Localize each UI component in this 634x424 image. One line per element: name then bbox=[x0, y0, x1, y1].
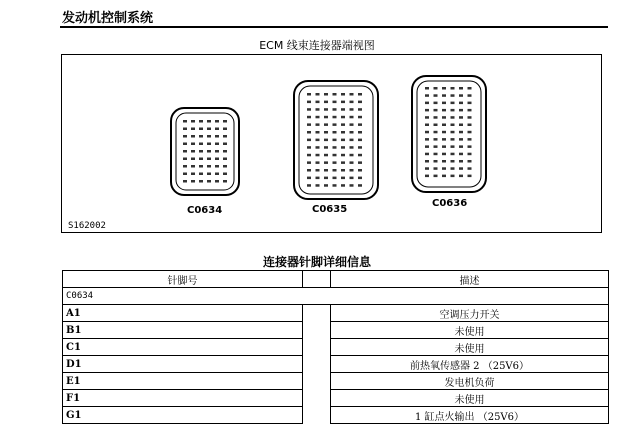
pin-cavity bbox=[324, 108, 328, 111]
pin-cavity bbox=[358, 169, 362, 172]
pin-cavity bbox=[434, 145, 438, 148]
pin-cavity bbox=[425, 153, 429, 156]
pin-cavity bbox=[451, 109, 455, 112]
pin-cavity bbox=[468, 102, 472, 105]
pin-cavity bbox=[425, 102, 429, 105]
pin-cavity bbox=[434, 160, 438, 163]
pin-cell: G1 bbox=[63, 407, 303, 424]
pin-cavity bbox=[316, 139, 320, 142]
pin-cavity bbox=[223, 150, 227, 153]
col-header-desc: 描述 bbox=[331, 271, 609, 288]
table-header-row bbox=[63, 271, 609, 288]
pin-cavity bbox=[183, 173, 187, 176]
pin-cavity bbox=[199, 143, 203, 146]
pin-cavity bbox=[350, 93, 354, 96]
table-row bbox=[63, 390, 609, 407]
pin-cell: A1 bbox=[63, 305, 303, 322]
pin-cavity bbox=[434, 109, 438, 112]
pin-cavity bbox=[324, 169, 328, 172]
pin-cavity bbox=[341, 93, 345, 96]
pin-cavity bbox=[468, 87, 472, 90]
desc-cell: 发电机负荷 bbox=[331, 373, 609, 390]
pin-cavity bbox=[451, 94, 455, 97]
pin-cavity bbox=[183, 128, 187, 131]
pin-cavity bbox=[442, 87, 446, 90]
pin-cavity bbox=[223, 135, 227, 138]
pin-cavity bbox=[425, 131, 429, 134]
pin-cavity bbox=[223, 165, 227, 168]
pin-cavity bbox=[324, 177, 328, 180]
pin-cavity bbox=[223, 158, 227, 161]
connector-c0636-shape bbox=[412, 76, 486, 192]
pin-cavity bbox=[358, 131, 362, 134]
pin-cavity bbox=[191, 143, 195, 146]
pin-cavity bbox=[459, 131, 463, 134]
connector-label-c0634: C0634 bbox=[187, 205, 223, 216]
pin-cavity bbox=[350, 108, 354, 111]
pin-cavity bbox=[442, 116, 446, 119]
pin-cavity bbox=[451, 153, 455, 156]
pin-cavity bbox=[316, 101, 320, 104]
gap-cell bbox=[303, 322, 331, 339]
pin-cavity bbox=[468, 124, 472, 127]
pin-cavity bbox=[358, 123, 362, 126]
col-header-pin: 针脚号 bbox=[63, 271, 303, 288]
pin-cavity bbox=[183, 158, 187, 161]
pin-cavity bbox=[316, 154, 320, 157]
pin-cavity bbox=[425, 94, 429, 97]
pin-cavity bbox=[434, 167, 438, 170]
pin-cavity bbox=[468, 167, 472, 170]
pin-cavity bbox=[459, 167, 463, 170]
table-title: 连接器针脚详细信息 bbox=[262, 255, 371, 269]
pin-cavity bbox=[451, 145, 455, 148]
pin-cavity bbox=[434, 87, 438, 90]
pin-cavity bbox=[191, 150, 195, 153]
gap-cell bbox=[303, 339, 331, 356]
pin-cavity bbox=[350, 154, 354, 157]
pin-cavity bbox=[316, 169, 320, 172]
pin-cavity bbox=[316, 146, 320, 149]
pin-cell: D1 bbox=[63, 356, 303, 373]
pin-cavity bbox=[451, 138, 455, 141]
pin-cavity bbox=[307, 131, 311, 134]
pin-cavity bbox=[459, 138, 463, 141]
pin-cavity bbox=[451, 116, 455, 119]
pin-cavity bbox=[307, 108, 311, 111]
pin-cavity bbox=[451, 167, 455, 170]
pin-cavity bbox=[333, 123, 337, 126]
pin-cavity bbox=[341, 101, 345, 104]
pin-cavity bbox=[199, 180, 203, 183]
pin-cavity bbox=[191, 165, 195, 168]
pin-cavity bbox=[341, 154, 345, 157]
pin-cavity bbox=[434, 153, 438, 156]
pin-cavity bbox=[459, 102, 463, 105]
pin-cavity bbox=[425, 116, 429, 119]
pin-cavity bbox=[307, 123, 311, 126]
pin-cavity bbox=[324, 123, 328, 126]
pin-cavity bbox=[434, 175, 438, 178]
pin-cavity bbox=[434, 94, 438, 97]
pin-cavity bbox=[207, 128, 211, 131]
figure-caption: ECM 线束连接器端视图 bbox=[259, 39, 375, 52]
desc-cell: 1 缸点火输出 （25V6） bbox=[331, 407, 609, 424]
pin-cavity bbox=[333, 93, 337, 96]
desc-cell: 空调压力开关 bbox=[331, 305, 609, 322]
desc-cell: 未使用 bbox=[331, 390, 609, 407]
pin-cavity bbox=[199, 158, 203, 161]
pin-cavity bbox=[324, 139, 328, 142]
pin-cavity bbox=[324, 161, 328, 164]
table-group-row bbox=[63, 288, 609, 305]
pin-cavity bbox=[223, 128, 227, 131]
pin-cavity bbox=[307, 146, 311, 149]
pin-cavity bbox=[316, 108, 320, 111]
pin-cavity bbox=[434, 124, 438, 127]
pin-cavity bbox=[307, 169, 311, 172]
pin-cavity bbox=[183, 135, 187, 138]
pin-cavity bbox=[207, 143, 211, 146]
pin-cavity bbox=[191, 128, 195, 131]
pin-cavity bbox=[350, 101, 354, 104]
pin-cavity bbox=[307, 139, 311, 142]
pin-cavity bbox=[341, 161, 345, 164]
pin-cavity bbox=[324, 184, 328, 187]
pin-cavity bbox=[451, 131, 455, 134]
table-row bbox=[63, 373, 609, 390]
pin-cavity bbox=[307, 154, 311, 157]
pin-cavity bbox=[207, 165, 211, 168]
pin-cavity bbox=[425, 175, 429, 178]
pin-cavity bbox=[451, 124, 455, 127]
gap-cell bbox=[303, 373, 331, 390]
pin-cavity bbox=[358, 108, 362, 111]
pin-cavity bbox=[333, 154, 337, 157]
table-row bbox=[63, 305, 609, 322]
gap-cell bbox=[303, 305, 331, 322]
pin-cavity bbox=[459, 116, 463, 119]
pin-cavity bbox=[434, 116, 438, 119]
pin-cavity bbox=[442, 153, 446, 156]
pin-cavity bbox=[341, 169, 345, 172]
pin-cavity bbox=[207, 173, 211, 176]
pin-cavity bbox=[207, 135, 211, 138]
pin-cavity bbox=[358, 116, 362, 119]
pin-cavity bbox=[350, 146, 354, 149]
pin-cavity bbox=[451, 102, 455, 105]
pin-cavity bbox=[183, 143, 187, 146]
pin-cavity bbox=[223, 120, 227, 123]
pin-cavity bbox=[434, 131, 438, 134]
pin-cavity bbox=[459, 160, 463, 163]
table-row bbox=[63, 339, 609, 356]
pin-cavity bbox=[459, 145, 463, 148]
pin-cavity bbox=[215, 165, 219, 168]
pin-cavity bbox=[316, 93, 320, 96]
pin-cavity bbox=[333, 146, 337, 149]
pin-cavity bbox=[442, 138, 446, 141]
pin-cavity bbox=[459, 94, 463, 97]
table-row bbox=[63, 407, 609, 424]
pin-cavity bbox=[324, 131, 328, 134]
section-rule bbox=[60, 26, 608, 28]
connector-figure bbox=[61, 54, 602, 233]
pin-cavity bbox=[442, 131, 446, 134]
pin-cavity bbox=[316, 184, 320, 187]
connector-c0634-shape bbox=[171, 108, 239, 195]
pin-cavity bbox=[183, 180, 187, 183]
pin-cavity bbox=[183, 150, 187, 153]
pin-cavity bbox=[207, 180, 211, 183]
pin-cavity bbox=[215, 143, 219, 146]
pin-cavity bbox=[191, 135, 195, 138]
pin-cavity bbox=[468, 138, 472, 141]
pin-cavity bbox=[350, 177, 354, 180]
pin-cavity bbox=[358, 184, 362, 187]
pin-cavity bbox=[358, 161, 362, 164]
pin-cavity bbox=[468, 131, 472, 134]
desc-cell: 未使用 bbox=[331, 322, 609, 339]
pin-cavity bbox=[183, 165, 187, 168]
pin-cavity bbox=[316, 131, 320, 134]
pin-cavity bbox=[358, 93, 362, 96]
pin-cavity bbox=[442, 160, 446, 163]
pin-cavity bbox=[358, 139, 362, 142]
pin-cavity bbox=[199, 120, 203, 123]
pin-cavity bbox=[468, 109, 472, 112]
figure-id: S162002 bbox=[68, 221, 106, 231]
pin-cavity bbox=[425, 145, 429, 148]
pin-cavity bbox=[459, 87, 463, 90]
pin-cavity bbox=[468, 116, 472, 119]
pin-table bbox=[62, 270, 609, 424]
pin-cavity bbox=[434, 138, 438, 141]
gap-cell bbox=[303, 407, 331, 424]
pin-cavity bbox=[358, 177, 362, 180]
pin-cavity bbox=[333, 177, 337, 180]
pin-cavity bbox=[341, 123, 345, 126]
pin-cavity bbox=[333, 101, 337, 104]
pin-cavity bbox=[316, 116, 320, 119]
pin-cavity bbox=[350, 116, 354, 119]
pin-cavity bbox=[199, 173, 203, 176]
pin-cavity bbox=[451, 87, 455, 90]
pin-cavity bbox=[442, 102, 446, 105]
pin-cavity bbox=[333, 139, 337, 142]
pin-cavity bbox=[215, 150, 219, 153]
pin-cavity bbox=[442, 124, 446, 127]
pin-cavity bbox=[333, 108, 337, 111]
pin-cavity bbox=[425, 87, 429, 90]
pin-cavity bbox=[442, 145, 446, 148]
desc-cell: 前热氧传感器 2 （25V6） bbox=[331, 356, 609, 373]
pin-cavity bbox=[307, 116, 311, 119]
col-gap bbox=[303, 271, 331, 288]
pin-cavity bbox=[316, 123, 320, 126]
pin-cavity bbox=[434, 102, 438, 105]
pin-cavity bbox=[459, 175, 463, 178]
pin-cavity bbox=[191, 120, 195, 123]
pin-cavity bbox=[350, 161, 354, 164]
pin-cavity bbox=[442, 109, 446, 112]
pin-cavity bbox=[324, 93, 328, 96]
pin-cavity bbox=[215, 173, 219, 176]
pin-cavity bbox=[459, 153, 463, 156]
pin-cavity bbox=[425, 167, 429, 170]
pin-cavity bbox=[215, 128, 219, 131]
pin-cavity bbox=[459, 124, 463, 127]
desc-cell: 未使用 bbox=[331, 339, 609, 356]
pin-cavity bbox=[191, 158, 195, 161]
pin-cavity bbox=[468, 153, 472, 156]
pin-cavity bbox=[324, 116, 328, 119]
pin-cavity bbox=[468, 175, 472, 178]
pin-cavity bbox=[341, 146, 345, 149]
pin-cavity bbox=[341, 177, 345, 180]
pin-cavity bbox=[183, 120, 187, 123]
pin-cavity bbox=[199, 135, 203, 138]
pin-cavity bbox=[333, 161, 337, 164]
pin-cavity bbox=[207, 150, 211, 153]
pin-cavity bbox=[223, 180, 227, 183]
pin-cavity bbox=[350, 123, 354, 126]
pin-cavity bbox=[442, 94, 446, 97]
pin-cavity bbox=[333, 184, 337, 187]
pin-cavity bbox=[215, 120, 219, 123]
pin-cavity bbox=[350, 131, 354, 134]
pin-cavity bbox=[341, 139, 345, 142]
pin-cavity bbox=[468, 145, 472, 148]
pin-cell: C1 bbox=[63, 339, 303, 356]
pin-cavity bbox=[207, 158, 211, 161]
pin-cavity bbox=[199, 165, 203, 168]
pin-cavity bbox=[425, 160, 429, 163]
pin-cavity bbox=[350, 169, 354, 172]
pin-cavity bbox=[350, 139, 354, 142]
pin-cavity bbox=[358, 101, 362, 104]
pin-cavity bbox=[468, 94, 472, 97]
pin-cavity bbox=[215, 135, 219, 138]
pin-cell: B1 bbox=[63, 322, 303, 339]
pin-cavity bbox=[442, 167, 446, 170]
group-label: C0634 bbox=[63, 288, 609, 305]
pin-cavity bbox=[199, 128, 203, 131]
pin-cavity bbox=[425, 109, 429, 112]
pin-cavity bbox=[324, 154, 328, 157]
pin-cavity bbox=[468, 160, 472, 163]
pin-cavity bbox=[316, 177, 320, 180]
table-row bbox=[63, 356, 609, 373]
pin-cavity bbox=[307, 101, 311, 104]
pin-cavity bbox=[215, 158, 219, 161]
pin-cavity bbox=[442, 175, 446, 178]
pin-cell: E1 bbox=[63, 373, 303, 390]
pin-cavity bbox=[451, 160, 455, 163]
pin-cavity bbox=[451, 175, 455, 178]
pin-cavity bbox=[350, 184, 354, 187]
pin-cavity bbox=[333, 116, 337, 119]
pin-cavity bbox=[341, 131, 345, 134]
pin-cavity bbox=[358, 154, 362, 157]
section-title: 发动机控制系统 bbox=[62, 11, 154, 26]
pin-cavity bbox=[191, 180, 195, 183]
pin-cavity bbox=[459, 109, 463, 112]
pin-cavity bbox=[223, 173, 227, 176]
pin-cavity bbox=[341, 116, 345, 119]
connector-c0635-shape bbox=[294, 81, 378, 199]
pin-cavity bbox=[316, 161, 320, 164]
pin-cavity bbox=[307, 93, 311, 96]
pin-cavity bbox=[324, 101, 328, 104]
gap-cell bbox=[303, 356, 331, 373]
pin-cavity bbox=[425, 124, 429, 127]
pin-cavity bbox=[358, 146, 362, 149]
pin-cavity bbox=[199, 150, 203, 153]
gap-cell bbox=[303, 390, 331, 407]
pin-cavity bbox=[307, 184, 311, 187]
table-row bbox=[63, 322, 609, 339]
pin-cavity bbox=[215, 180, 219, 183]
pin-cavity bbox=[425, 138, 429, 141]
pin-cavity bbox=[324, 146, 328, 149]
connector-label-c0636: C0636 bbox=[432, 198, 468, 209]
pin-cavity bbox=[307, 177, 311, 180]
pin-cavity bbox=[341, 108, 345, 111]
pin-cavity bbox=[341, 184, 345, 187]
pin-cavity bbox=[333, 169, 337, 172]
connector-label-c0635: C0635 bbox=[312, 204, 348, 215]
pin-cavity bbox=[307, 161, 311, 164]
pin-cavity bbox=[207, 120, 211, 123]
pin-cell: F1 bbox=[63, 390, 303, 407]
pin-cavity bbox=[191, 173, 195, 176]
pin-cavity bbox=[333, 131, 337, 134]
pin-cavity bbox=[223, 143, 227, 146]
